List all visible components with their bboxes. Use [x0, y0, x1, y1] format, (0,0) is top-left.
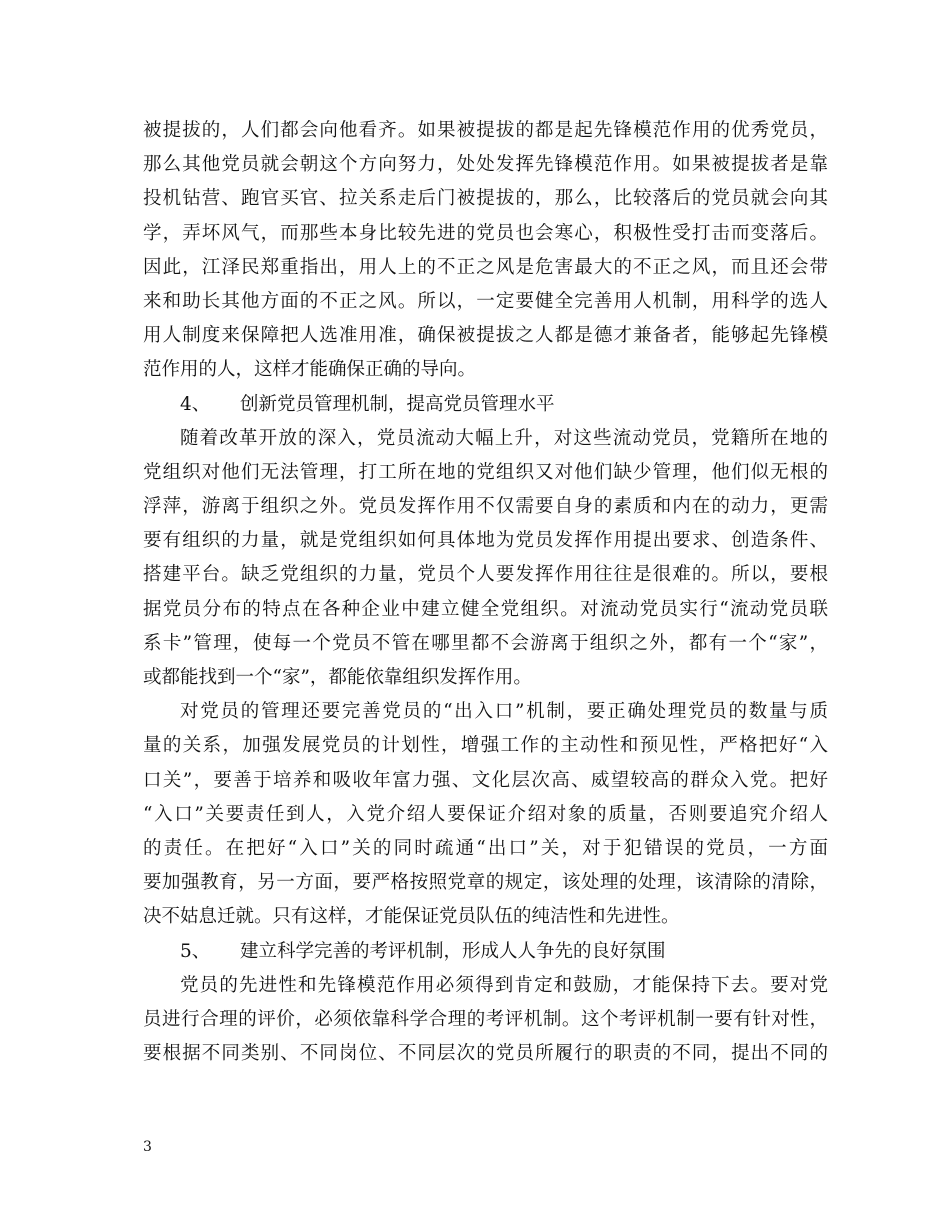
text-line: 来和助长其他方面的不正之风。所以，一定要健全完善用人机制，用科学的选人 — [143, 290, 828, 312]
heading-number: 4、 — [180, 393, 211, 415]
text-line: 对党员的管理还要完善党员的“出入口”机制，要正确处理党员的数量与质 — [180, 701, 828, 723]
text-line: 据党员分布的特点在各种企业中建立健全党组织。对流动党员实行“流动党员联 — [143, 598, 828, 620]
text-line: 党员的先进性和先锋模范作用必须得到肯定和鼓励，才能保持下去。要对党 — [180, 974, 828, 996]
text-line: 学，弄坏风气，而那些本身比较先进的党员也会寒心，积极性受打击而变落后。 — [143, 222, 828, 244]
text-line: 要加强教育，另一方面，要严格按照党章的规定，该处理的处理，该清除的清除， — [143, 872, 828, 894]
text-line: 随着改革开放的深入，党员流动大幅上升，对这些流动党员，党籍所在地的 — [180, 427, 828, 449]
text-line: 量的关系，加强发展党员的计划性，增强工作的主动性和预见性，严格把好“入 — [143, 735, 828, 757]
heading-text: 建立科学完善的考评机制，形成人人争先的良好氛围 — [240, 940, 666, 962]
text-line: 要根据不同类别、不同岗位、不同层次的党员所履行的职责的不同，提出不同的 — [143, 1043, 828, 1065]
text-line: 系卡”管理，使每一个党员不管在哪里都不会游离于组织之外，都有一个“家”， — [143, 632, 828, 654]
section-heading-4 — [143, 388, 828, 422]
text-line: 范作用的人，这样才能确保正确的导向。 — [143, 359, 477, 381]
text-line: 的责任。在把好“入口”关的同时疏通“出口”关，对于犯错误的党员，一方面 — [143, 837, 828, 859]
text-line: 因此，江泽民郑重指出，用人上的不正之风是危害最大的不正之风，而且还会带 — [143, 256, 828, 278]
text-line: 党组织对他们无法管理，打工所在地的党组织又对他们缺少管理，他们似无根的 — [143, 461, 828, 483]
text-line: 被提拔的，人们都会向他看齐。如果被提拔的都是起先锋模范作用的优秀党员， — [143, 120, 828, 141]
text-line: 要有组织的力量，就是党组织如何具体地为党员发挥作用提出要求、创造条件、 — [143, 530, 828, 552]
text-line: 口关”，要善于培养和吸收年富力强、文化层次高、威望较高的群众入党。把好 — [143, 769, 828, 791]
page-number: 3 — [143, 1139, 152, 1155]
text-line: 那么其他党员就会朝这个方向努力，处处发挥先锋模范作用。如果被提拔者是靠 — [143, 154, 828, 176]
text-line: “入口”关要责任到人，入党介绍人要保证介绍对象的质量，否则要追究介绍人 — [143, 803, 828, 825]
text-line: 浮萍，游离于组织之外。党员发挥作用不仅需要自身的素质和内在的动力，更需 — [143, 496, 828, 518]
text-line: 用人制度来保障把人选准用准，确保被提拔之人都是德才兼备者，能够起先锋模 — [143, 325, 828, 347]
text-line: 决不姑息迁就。只有这样，才能保证党员队伍的纯洁性和先进性。 — [143, 906, 680, 928]
section-heading-5 — [143, 935, 828, 969]
text-line: 或都能找到一个“家”，都能依靠组织发挥作用。 — [143, 667, 532, 688]
text-line: 员进行合理的评价，必须依靠科学合理的考评机制。这个考评机制一要有针对性， — [143, 1008, 828, 1030]
text-line: 搭建平台。缺乏党组织的力量，党员个人要发挥作用往往是很难的。所以，要根 — [143, 564, 828, 586]
heading-number: 5、 — [180, 940, 211, 962]
body-text — [143, 114, 828, 1071]
heading-text: 创新党员管理机制，提高党员管理水平 — [240, 393, 555, 415]
text-line: 投机钻营、跑官买官、拉关系走后门被提拔的，那么，比较落后的党员就会向其 — [143, 188, 828, 210]
